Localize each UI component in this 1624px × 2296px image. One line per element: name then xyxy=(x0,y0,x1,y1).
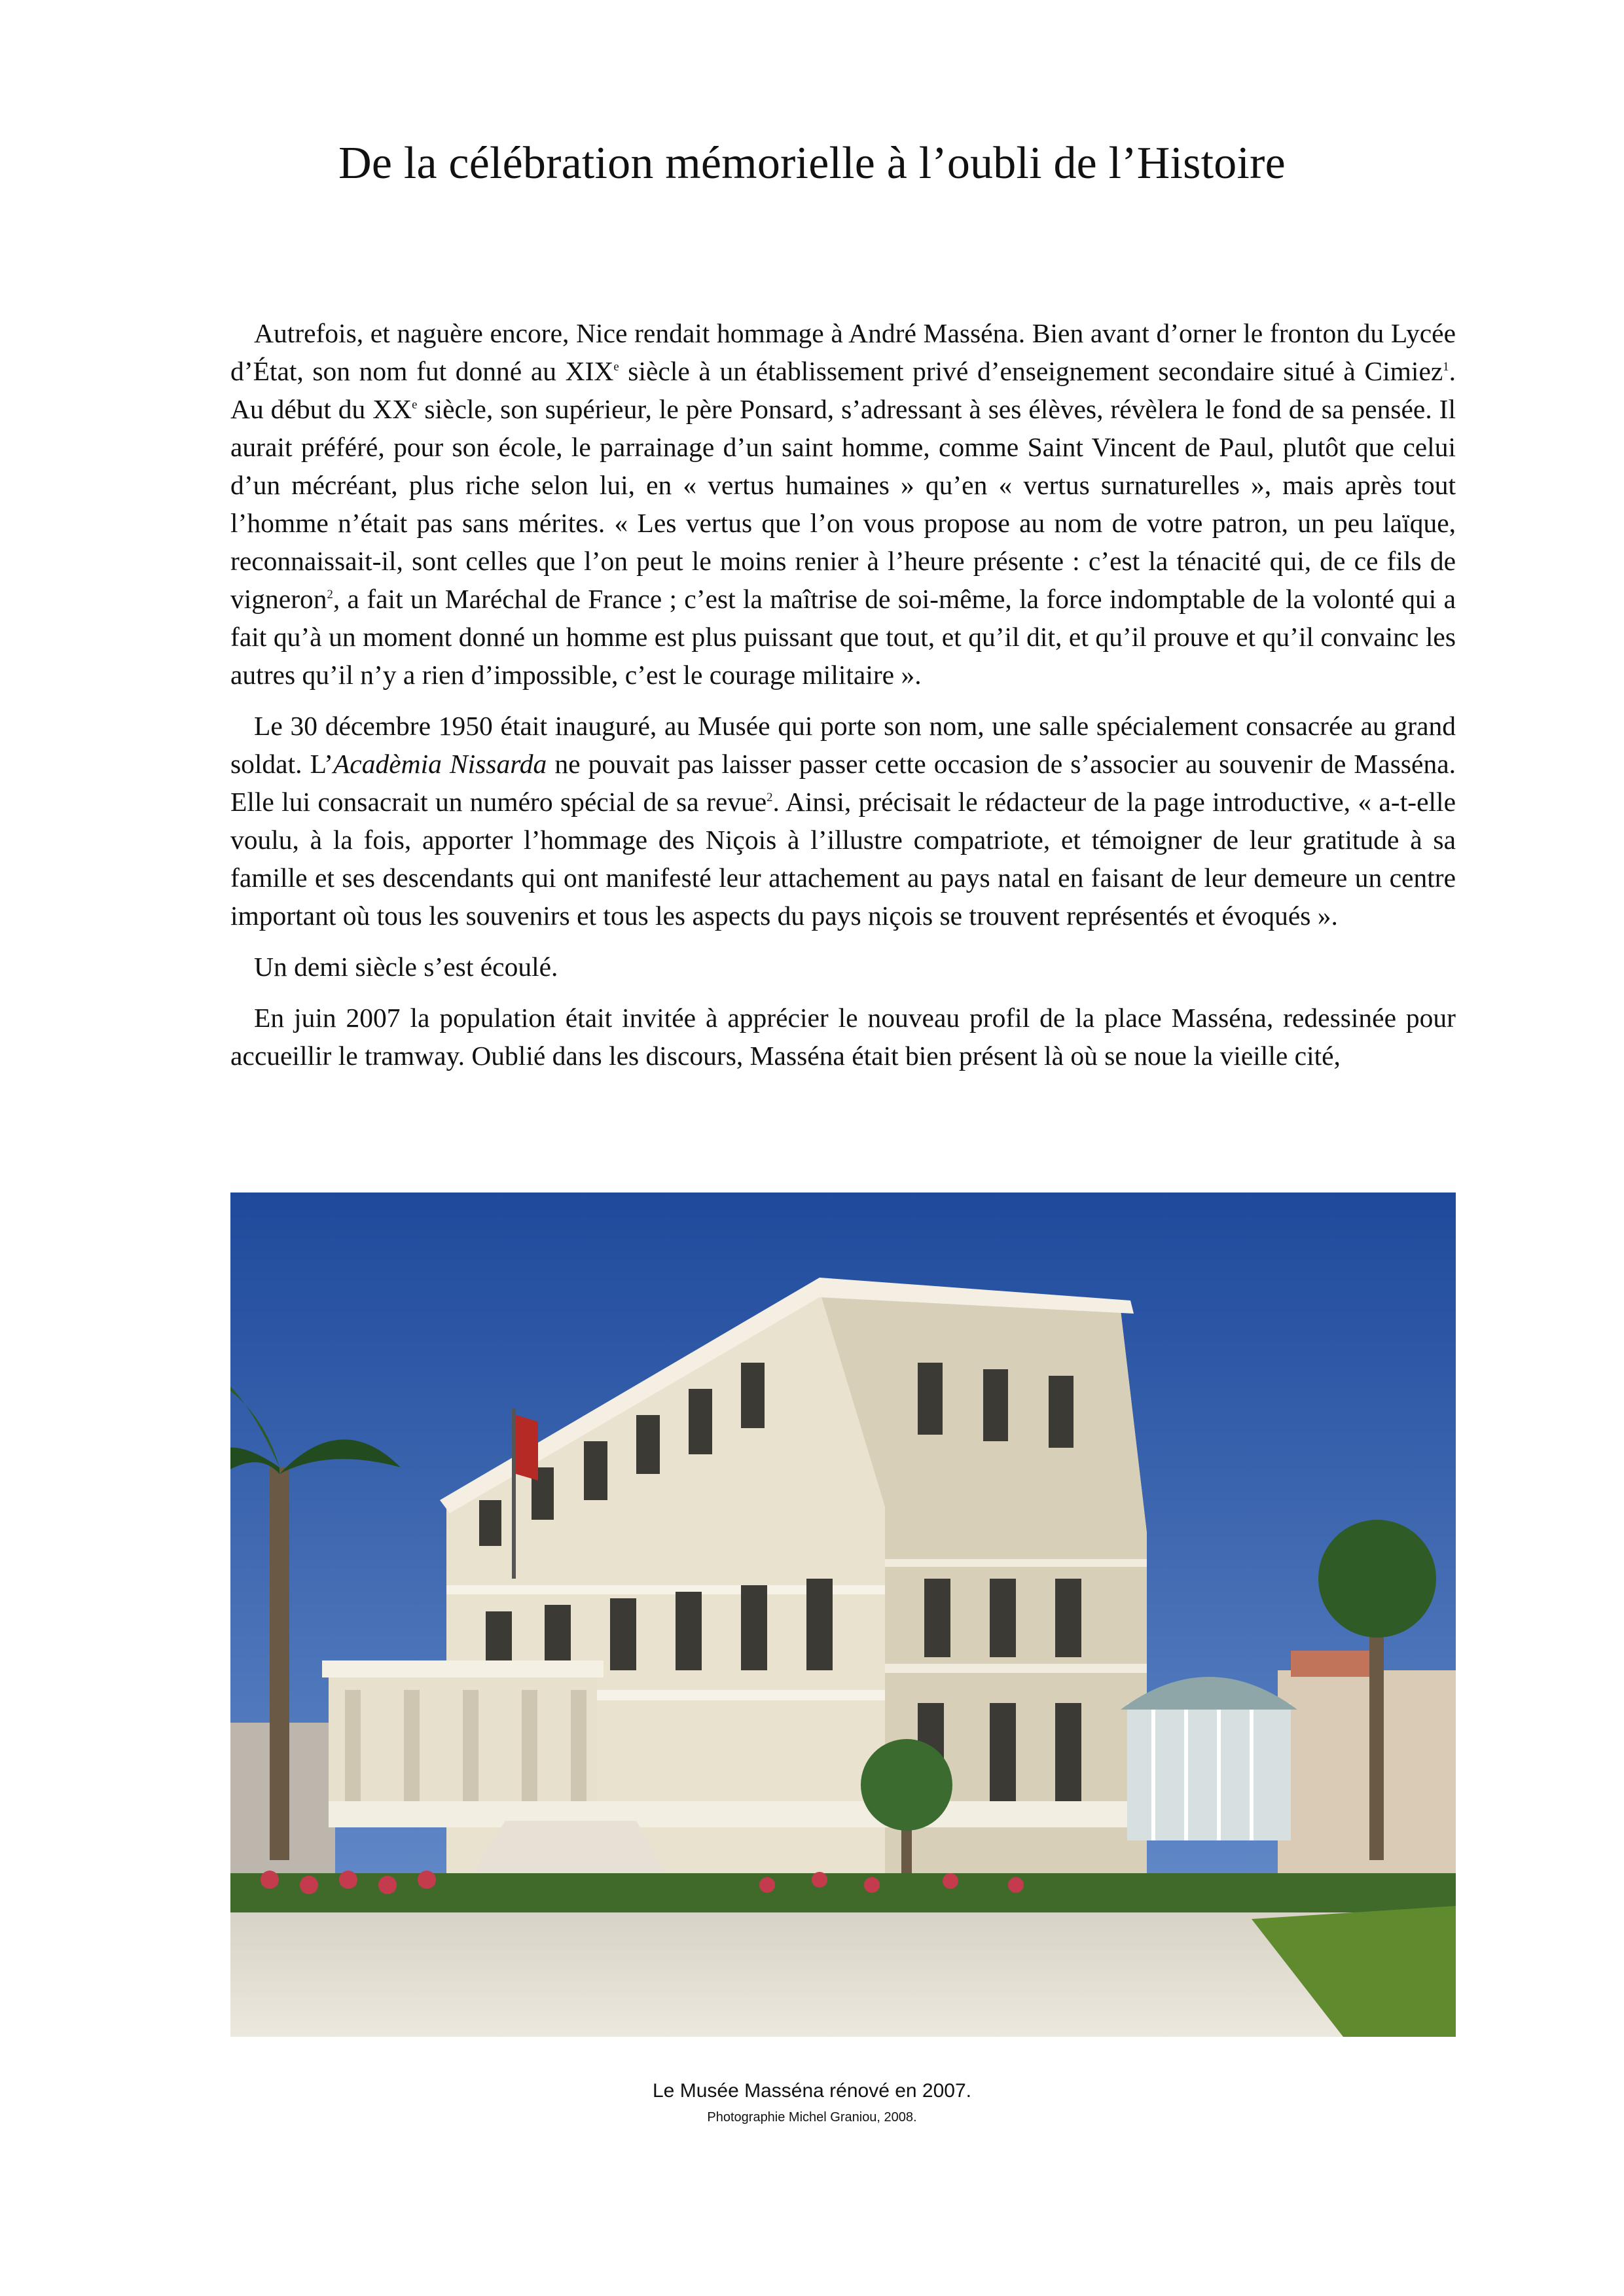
text-run: Autrefois, et naguère encore, Nice rendait hommage à André Masséna. Bien avant d’orner le fronton du Lycée d’État, son nom fut donné au XIX xyxy=(230,318,1456,386)
footnote-ref: 1 xyxy=(1443,360,1449,374)
text-run: . Ainsi, précisait le rédacteur de la page introductive, « a-t-elle voulu, à la fois, apporter l’hommage des Niçois à l’illustre compatriote, et témoigner de leur gratitude à sa famille et ses descendants qui ont manifesté leur attachement au pays natal en faisant de leur demeure un centre important où tous les souvenirs et tous les aspects du pays niçois se trouvent représentés et évoqués ». xyxy=(230,787,1456,931)
footnote-ref: 2 xyxy=(327,588,333,602)
figure-caption: Le Musée Masséna rénové en 2007. xyxy=(653,2080,971,2102)
paragraph-3: Un demi siècle s’est écoulé. xyxy=(254,952,558,982)
flag xyxy=(516,1415,538,1480)
text-run: ne pouvait pas laisser passer cette occasion de s’associer au souvenir de Masséna. Elle lui consacrait un numéro spécial de sa revue xyxy=(230,749,1456,817)
balustrade xyxy=(329,1801,1147,1827)
background-building xyxy=(1278,1670,1456,1886)
article-body xyxy=(230,314,1456,1088)
text-run: , a fait un Maréchal de France ; c’est la maîtrise de soi-même, la force indomptable de la volonté qui a fait qu’à un moment donné un homme est plus puissant que tout, et qu’il dit, et qu’il prouve et qu’il convainc les autres qu’il n’y a rien d’impossible, c’est le courage militaire ». xyxy=(230,584,1456,690)
hedges xyxy=(230,1873,1456,1919)
paragraph-4: En juin 2007 la population était invitée à apprécier le nouveau profil de la place Masséna, redessinée pour accueillir le tramway. Oublié dans les discours, Masséna était bien présent là où se noue la vieille cité, xyxy=(230,1003,1456,1071)
text-run: siècle, son supérieur, le père Ponsard, s’adressant à ses élèves, révèlera le fond de sa pensée. Il aurait préféré, pour son école, le parrainage d’un saint homme, comme Saint Vincent de Paul, plutôt que celui d’un mécréant, plus riche selon lui, en « vertus humaines » qu’en « vertus surnaturelles », mais après tout l’homme n’était pas sans mérites. « Les vertus que l’on vous propose au nom de votre patron, un peu laïque, reconnaissait-il, sont celles que l’on peut le moins renier à l’heure présente : c’est la ténacité qui, de ce fils de vigneron xyxy=(230,394,1456,614)
page-title: De la célébration mémorielle à l’oubli de l’Histoire xyxy=(338,138,1286,188)
museum-illustration xyxy=(230,1193,1456,2037)
photo-credit: Photographie Michel Graniou, 2008. xyxy=(707,2110,917,2125)
paragraph-2 xyxy=(230,707,1456,935)
superscript: e xyxy=(412,398,418,412)
text-run: Le 30 décembre 1950 était inauguré, au Musée qui porte son nom, une salle spécialement consacrée au grand soldat. L’ xyxy=(230,711,1456,779)
text-run: siècle à un établissement privé d’enseignement secondaire situé à Cimiez xyxy=(619,356,1443,386)
paragraph-1 xyxy=(230,314,1456,694)
italic-title: Acadèmia Nissarda xyxy=(333,749,547,779)
museum-photo xyxy=(230,1193,1456,2037)
footnote-ref: 2 xyxy=(767,791,773,805)
text-run: . Au début du XX xyxy=(230,356,1456,424)
superscript: e xyxy=(613,360,619,374)
